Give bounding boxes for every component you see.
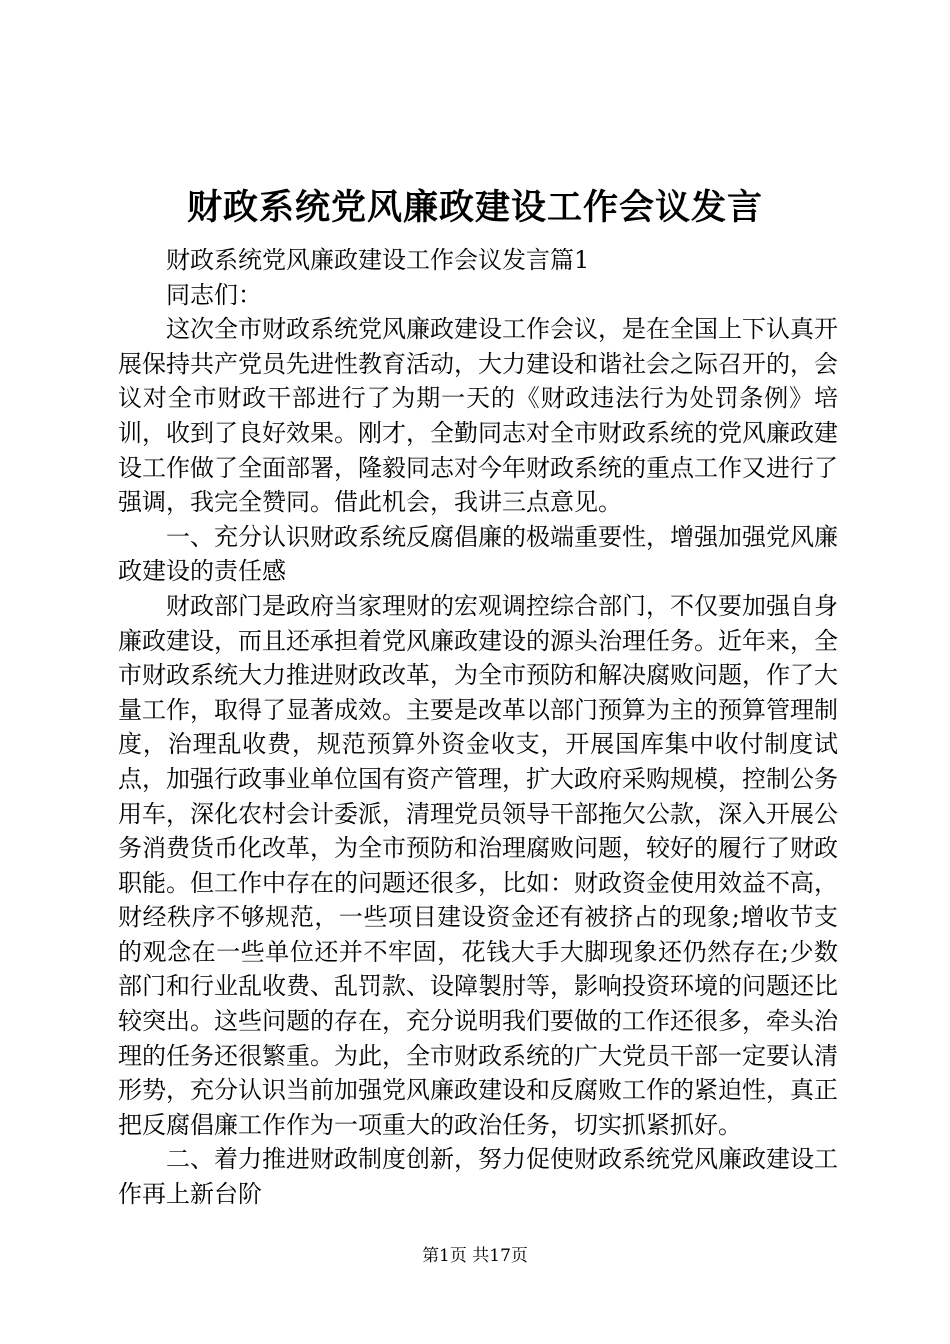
paragraph: 这次全市财政系统党风廉政建设工作会议，是在全国上下认真开展保持共产党员先进性教育活动，大力建设和谐社会之际召开的，会议对全市财政干部进行了为期一天的《财政违法行为处罚条例》培训，收到了良好效果。刚才，全勤同志对全市财政系统的党风廉政建设工作做了全面部署，隆毅同志对今年财政系统的重点工作又进行了强调，我完全赞同。借此机会，我讲三点意见。 bbox=[118, 315, 838, 517]
paragraph: 财政部门是政府当家理财的宏观调控综合部门，不仅要加强自身廉政建设，而且还承担着党风廉政建设的源头治理任务。近年来，全市财政系统大力推进财政改革，为全市预防和解决腐败问题，作了大量工作，取得了显著成效。主要是改革以部门预算为主的预算管理制度，治理乱收费，规范预算外资金收支，开展国库集中收付制度试点，加强行政事业单位国有资产管理，扩大政府采购规模，控制公务用车，深化农村会计委派，清理党员领导干部拖欠公款，深入开展公务消费货币化改革，为全市预防和治理腐败问题，较好的履行了财政职能。但工作中存在的问题还很多，比如：财政资金使用效益不高，财经秩序不够规范，一些项目建设资金还有被挤占的现象;增收节支的观念在一些单位还并不牢固，花钱大手大脚现象还仍然存在;少数部门和行业乱收费、乱罚款、设障製肘等，影响投资环境的问题还比较突出。这些问题的存在，充分说明我们要做的工作还很多，牵头治理的任务还很繁重。为此，全市财政系统的广大党员干部一定要认清形势，充分认识当前加强党风廉政建设和反腐败工作的紧迫性，真正把反腐倡廉工作作为一项重大的政治任务，切实抓紧抓好。 bbox=[118, 591, 838, 1139]
document-body bbox=[118, 243, 838, 1212]
section-heading: 财政系统党风廉政建设工作会议发言篇1 bbox=[166, 246, 590, 274]
document-title: 财政系统党风廉政建设工作会议发言 bbox=[186, 187, 763, 228]
page-footer: 第1页 共17页 bbox=[422, 1246, 528, 1266]
paragraph-heading: 一、充分认识财政系统反腐倡廉的极端重要性，增强加强党风廉政建设的责任感 bbox=[118, 522, 838, 586]
salutation: 同志们： bbox=[166, 280, 262, 309]
paragraph-heading: 二、着力推进财政制度创新，努力促使财政系统党风廉政建设工作再上新台阶 bbox=[118, 1145, 838, 1209]
